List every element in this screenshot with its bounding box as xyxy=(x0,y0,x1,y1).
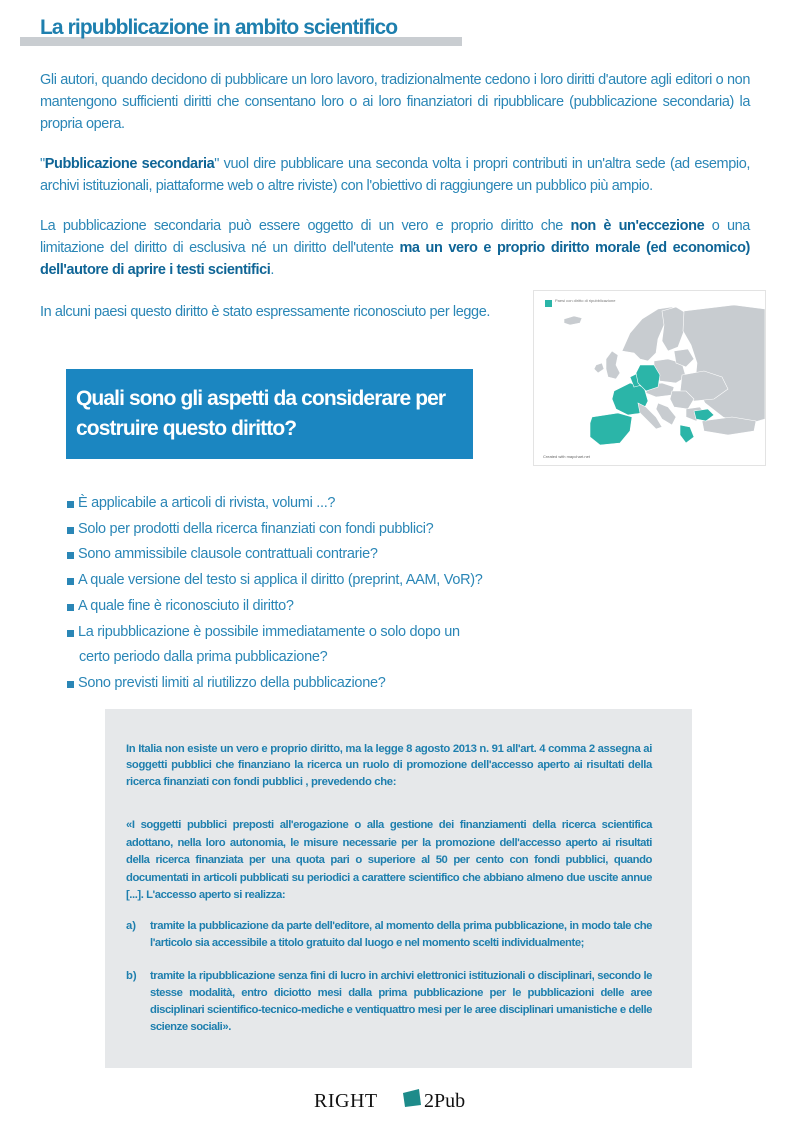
intro-paragraph-1: Gli autori, quando decidono di pubblicare un loro lavoro, tradizionalmente cedono i loro diritti d'autore agli editori o non mantengono sufficienti diritti che consentano loro o ai loro finanziatori di ripubblicare (pubblicazione secondaria) la propria opera. xyxy=(40,72,750,132)
italy-law-intro: In Italia non esiste un vero e proprio diritto, ma la legge 8 agosto 2013 n. 91 all'art. 4 comma 2 assegna ai soggetti pubblici che finanziano la ricerca un ruolo di promozione dell'accesso aperto ai risultati della ricerca finanziati con fondi pubblici , prevedendo che: xyxy=(126,743,652,788)
list-item-text: A quale fine è riconosciuto il diritto? xyxy=(78,597,294,614)
list-item xyxy=(66,671,548,697)
map-country-ireland xyxy=(594,363,604,373)
paragraph-text: La pubblicazione secondaria può essere oggetto di un vero e proprio diritto che xyxy=(40,218,571,234)
paragraph-text: o una limitazione del diritto di esclusiva né un diritto dell'utente xyxy=(40,218,750,256)
list-item-text: Sono previsti limiti al riutilizzo della pubblicazione? xyxy=(78,674,386,691)
list-item-text: È applicabile a articoli di rivista, volumi ...? xyxy=(78,495,336,511)
map-legend-label: Paesi con diritto di ripubblicazione xyxy=(555,298,616,303)
map-country-spain-portugal xyxy=(590,413,632,445)
item-text: tramite la pubblicazione da parte dell'editore, al momento della prima pubblicazione, in modo tale che l'articolo sia accessibile a titolo gratuito dal luogo e nel momento scelti individualmente; xyxy=(150,920,652,949)
secondary-publication-term: Pubblicazione secondaria xyxy=(44,156,215,172)
map-country-greece xyxy=(680,425,694,443)
list-item xyxy=(66,594,548,620)
map-legend-swatch xyxy=(545,300,552,307)
italy-law-quote: «I soggetti pubblici preposti all'erogazione o alla gestione dei finanziamenti della ricerca scientifica adottano, nella loro autonomia, le misure necessarie per la promozione dell'accesso aperto ai risultati della ricerca finanziata per una quota pari o superiore al 50 per cento con fondi pubblici, quando documentati in articoli pubblicati su periodici a carattere scientifico che abbiano almeno due uscite annue [...]. L'accesso aperto si realizza: xyxy=(126,819,652,902)
list-item xyxy=(66,491,548,517)
list-item-continuation: certo periodo dalla prima pubblicazione? xyxy=(79,649,328,666)
paragraph-text: . xyxy=(270,262,275,278)
list-item xyxy=(66,542,548,568)
footer-logo xyxy=(314,1086,514,1116)
map-country-bulgaria xyxy=(694,409,714,421)
emphasis-text: non è un'eccezione xyxy=(570,218,705,234)
item-text: tramite la ripubblicazione senza fini di lucro in archivi elettronici istituzionali o disciplinari, secondo le stesse modalità, entro diciotto mesi dalla prima pubblicazione per le pubblicazioni delle aree disciplinari scientifico-tecnico-mediche e ventiquattro mesi per le aree disciplinari umanistiche e delle scienze sociali». xyxy=(150,970,652,1033)
intro-paragraph-3 xyxy=(40,215,750,281)
question-box-heading: Quali sono gli aspetti da considerare per costruire questo diritto? xyxy=(76,387,446,440)
bullet-square-icon xyxy=(67,527,74,534)
bullet-square-icon xyxy=(67,552,74,559)
bullet-square-icon xyxy=(67,681,74,688)
bullet-square-icon xyxy=(67,501,74,508)
list-item-text: Solo per prodotti della ricerca finanziati con fondi pubblici? xyxy=(78,520,434,537)
item-marker: a) xyxy=(126,920,137,932)
map-country-russia xyxy=(683,305,765,425)
bullet-square-icon xyxy=(67,578,74,585)
question-list xyxy=(66,491,548,697)
paragraph-text: " vuol dire pubblicare una seconda volta i propri contributi in un'altra sede (ad esempio, archivi istituzionali, piattaforme web o altre riviste) con l'obiettivo di raggiungere un pubblico più ampio. xyxy=(40,156,750,194)
item-marker: b) xyxy=(126,970,137,982)
brand-left-text: RIGHT xyxy=(314,1090,378,1112)
quote-mark: " xyxy=(40,156,45,172)
page-title: La ripubblicazione in ambito scientifico xyxy=(40,16,398,39)
list-item xyxy=(66,568,548,594)
bullet-square-icon xyxy=(67,604,74,611)
map-country-uk xyxy=(606,351,620,379)
map-country-finland xyxy=(662,307,686,351)
brand-square-icon xyxy=(401,1087,423,1109)
italy-law-box xyxy=(105,709,692,1068)
europe-map xyxy=(533,290,766,466)
map-credit: Created with mapchart.net xyxy=(543,454,590,459)
europe-map-graphic xyxy=(534,291,765,465)
map-country-turkey xyxy=(702,417,756,435)
list-item xyxy=(66,517,548,543)
list-item-text: A quale versione del testo si applica il diritto (preprint, AAM, VoR)? xyxy=(78,572,483,589)
intro-paragraph-4: In alcuni paesi questo diritto è stato espressamente riconosciuto per legge. xyxy=(40,304,490,320)
list-item-text: Sono ammissibile clausole contrattuali contrarie? xyxy=(78,546,378,563)
bullet-square-icon xyxy=(67,630,74,637)
list-item-text: La ripubblicazione è possibile immediatamente o solo dopo un xyxy=(78,623,460,640)
list-item xyxy=(66,620,548,671)
question-box xyxy=(66,369,473,459)
brand-right-text: 2Pub xyxy=(424,1090,466,1112)
intro-paragraph-2 xyxy=(40,153,750,197)
emphasis-text: ma un vero e proprio diritto morale (ed economico) dell'autore di aprire i testi scientifici xyxy=(40,240,750,278)
map-country-iceland xyxy=(564,316,582,325)
